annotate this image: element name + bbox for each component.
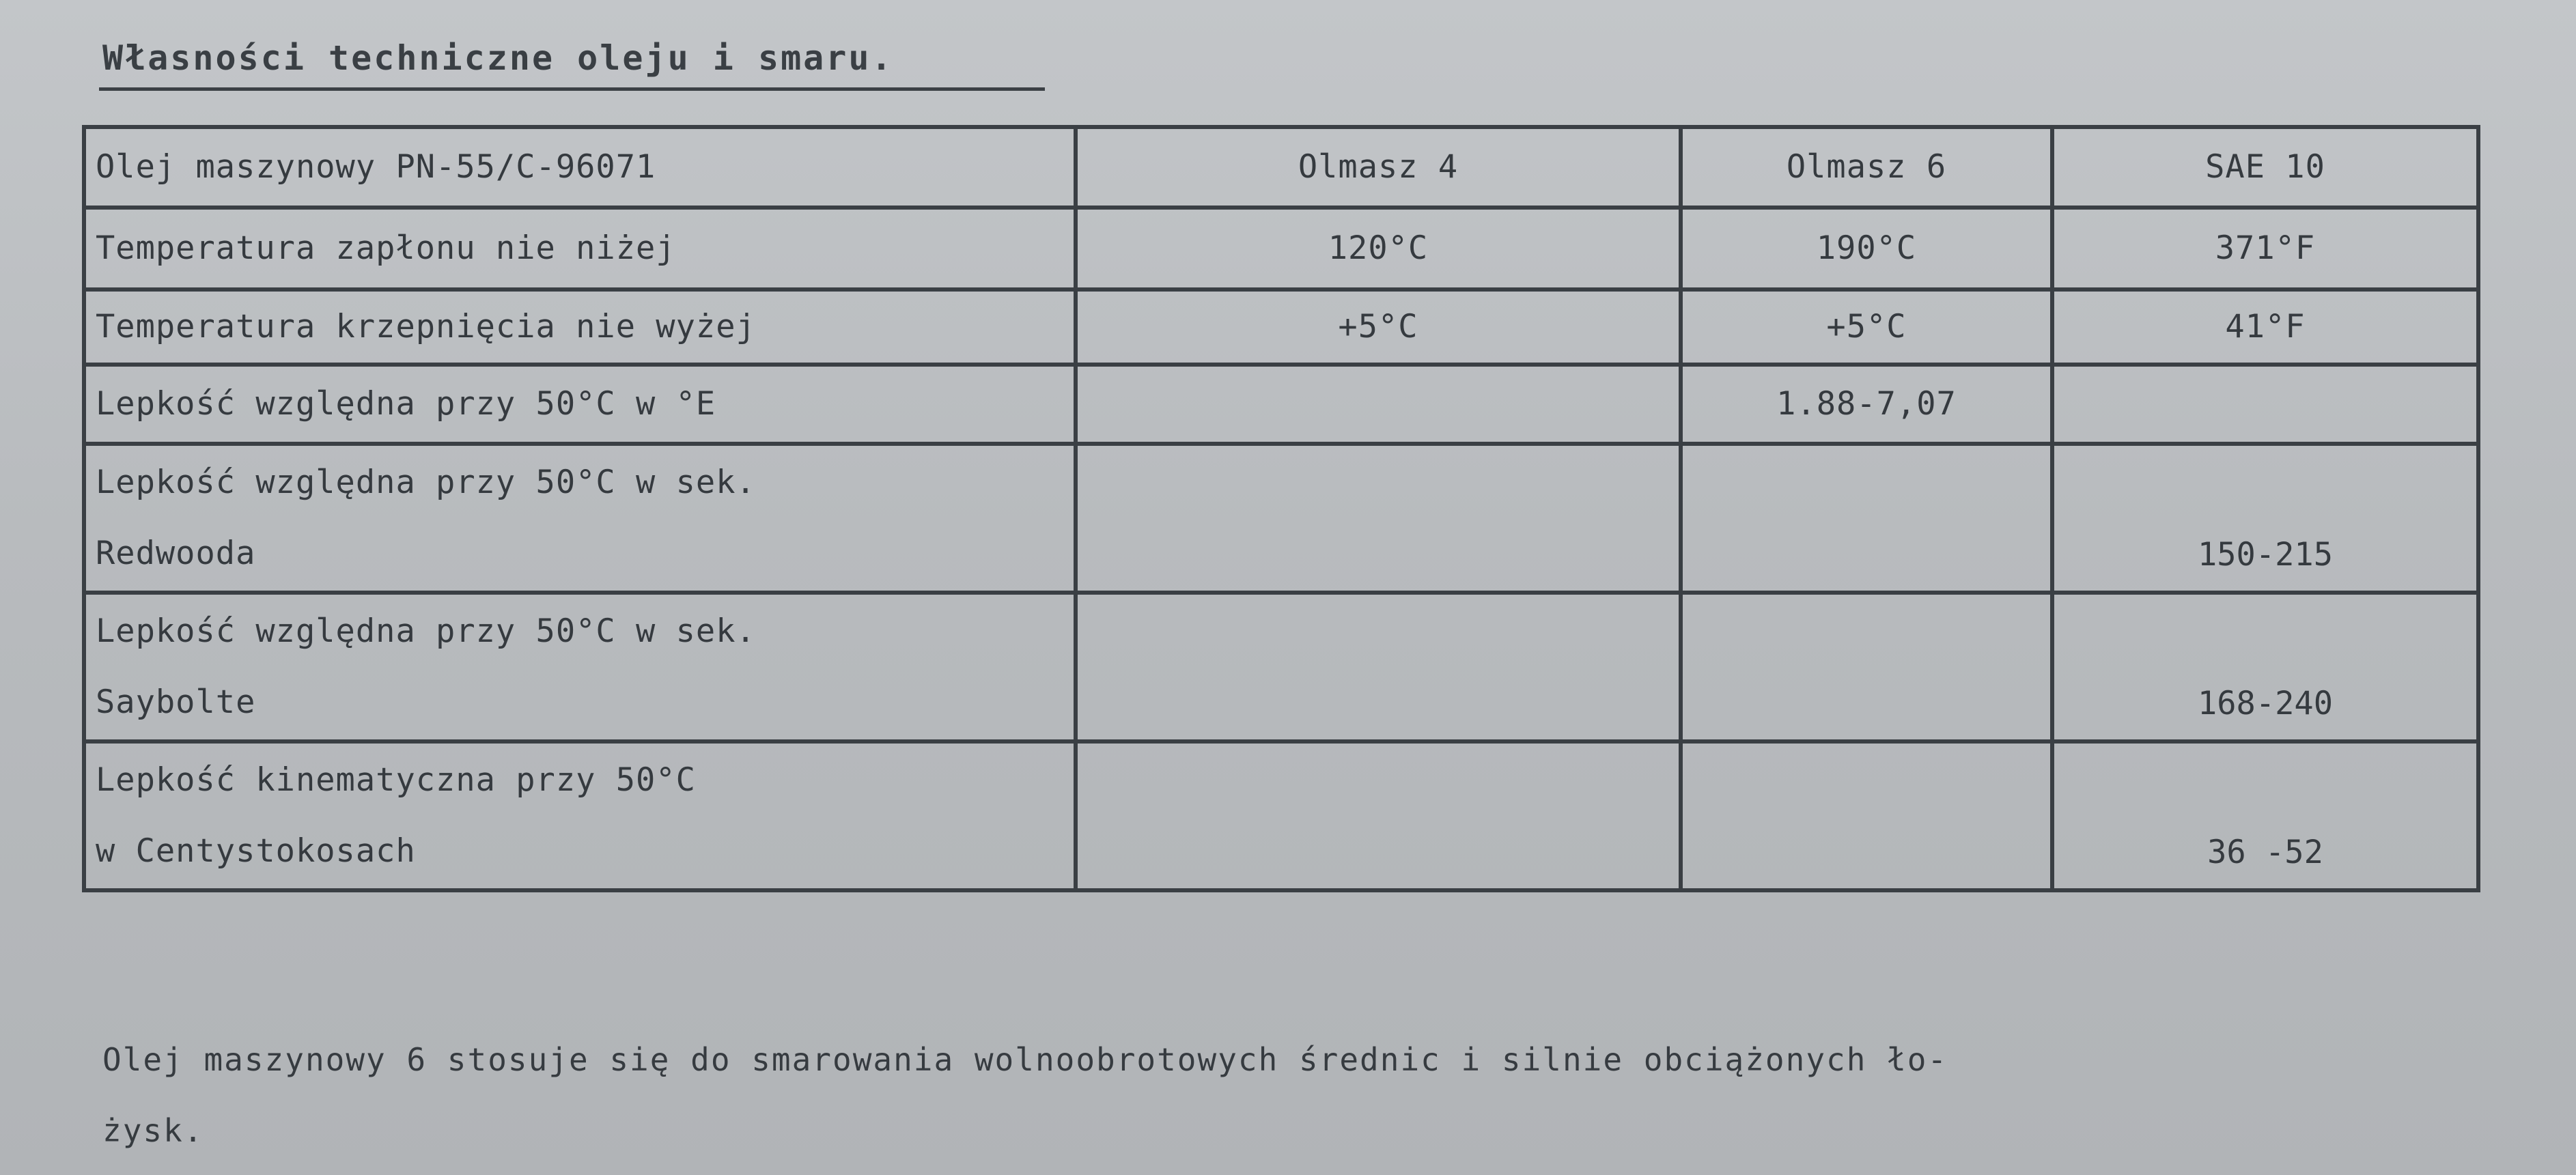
row-label-cell: Temperatura zapłonu nie niżej bbox=[84, 208, 1076, 289]
table-header-row bbox=[84, 127, 2478, 208]
usage-note-line1: Olej maszynowy 6 stosuje się do smarowania wolnoobrotowych średnic i silnie obciążonych ło- bbox=[102, 1041, 1948, 1078]
row-label-line1: Lepkość względna przy 50°C w sek. bbox=[96, 612, 756, 650]
usage-note-line2: żysk. bbox=[102, 1112, 204, 1149]
row-col1-cell bbox=[1076, 444, 1681, 593]
row-col1-cell: +5°C bbox=[1076, 289, 1681, 365]
title-underline bbox=[99, 87, 1045, 91]
table-row bbox=[84, 741, 2478, 890]
row-col1-cell: 120°C bbox=[1076, 208, 1681, 289]
row-col3-cell: 36 -52 bbox=[2052, 741, 2478, 890]
row-col1-cell bbox=[1076, 365, 1681, 444]
table-row bbox=[84, 289, 2478, 365]
row-label-cell bbox=[84, 593, 1076, 741]
row-label-line1: Lepkość względna przy 50°C w sek. bbox=[96, 464, 756, 501]
properties-table bbox=[82, 125, 2480, 892]
row-col3-cell: 168-240 bbox=[2052, 593, 2478, 741]
row-col2-cell: 190°C bbox=[1681, 208, 2052, 289]
row-col1-cell bbox=[1076, 593, 1681, 741]
header-col1-cell: Olmasz 4 bbox=[1076, 127, 1681, 208]
row-col3-cell: 41°F bbox=[2052, 289, 2478, 365]
table-row bbox=[84, 593, 2478, 741]
row-col3-cell: 150-215 bbox=[2052, 444, 2478, 593]
row-col2-cell: +5°C bbox=[1681, 289, 2052, 365]
row-label-line2: Saybolte bbox=[96, 683, 256, 721]
table-row bbox=[84, 365, 2478, 444]
row-label-cell: Lepkość względna przy 50°C w °E bbox=[84, 365, 1076, 444]
row-label-cell: Temperatura krzepnięcia nie wyżej bbox=[84, 289, 1076, 365]
table-row bbox=[84, 208, 2478, 289]
row-col2-cell: 1.88-7,07 bbox=[1681, 365, 2052, 444]
document-title: Własności techniczne oleju i smaru. bbox=[102, 38, 894, 78]
header-col2-cell: Olmasz 6 bbox=[1681, 127, 2052, 208]
row-col2-cell bbox=[1681, 444, 2052, 593]
header-col3-cell: SAE 10 bbox=[2052, 127, 2478, 208]
header-label-cell: Olej maszynowy PN-55/C-96071 bbox=[84, 127, 1076, 208]
row-label-line2: Redwooda bbox=[96, 535, 256, 572]
row-label-cell bbox=[84, 444, 1076, 593]
row-label-line2: w Centystokosach bbox=[96, 832, 416, 870]
row-col3-cell bbox=[2052, 365, 2478, 444]
row-col1-cell bbox=[1076, 741, 1681, 890]
usage-note bbox=[102, 1024, 2493, 1166]
row-col2-cell bbox=[1681, 741, 2052, 890]
table-row bbox=[84, 444, 2478, 593]
row-label-line1: Lepkość kinematyczna przy 50°C bbox=[96, 761, 696, 799]
row-col3-cell: 371°F bbox=[2052, 208, 2478, 289]
row-label-cell bbox=[84, 741, 1076, 890]
row-col2-cell bbox=[1681, 593, 2052, 741]
